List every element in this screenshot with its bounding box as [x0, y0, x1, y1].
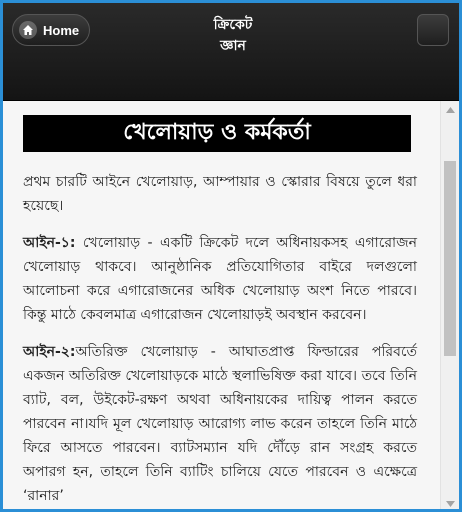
title-line-1: ক্রিকেট	[213, 17, 253, 33]
home-icon	[19, 21, 37, 39]
chevron-up-icon[interactable]	[441, 101, 460, 118]
chevron-down-icon[interactable]	[441, 495, 460, 512]
section-banner: খেলোয়াড় ও কর্মকর্তা	[23, 115, 411, 152]
law-2-paragraph	[23, 340, 417, 508]
article-text	[23, 170, 417, 512]
intro-paragraph: প্রথম চারটি আইনে খেলোয়াড়, আম্পায়ার ও স্কোরার বিষয়ে তুলে ধরা হয়েছে।	[23, 174, 417, 214]
law-1-text: খেলোয়াড় - একটি ক্রিকেট দলে অধিনায়কসহ এগারোজন খেলোয়াড় থাকবে। আনুষ্ঠানিক প্রতিযোগিতার বাইরে দলগুলো আলোচনা করে এগারোজনের অধিক খেলোয়াড় অংশ নিতে পারবে। কিন্তু মাঠে কেবলমাত্র এগারোজন খেলোয়াড়ই অবস্থান করবেন।	[23, 235, 417, 323]
law-2-text: অতিরিক্ত খেলোয়াড় - আঘাতপ্রাপ্ত ফিল্ডারের পরিবর্তে একজন অতিরিক্ত খেলোয়াড়কে মাঠে স্থলাভিষিক্ত করা যাবে। তবে তিনি ব্যাট, বল, উইকেট-রক্ষণ অথবা অধিনায়কের দায়িত্ব পালন করতে পারবেন না।যদি মূল খেলোয়াড় আরোগ্য লাভ করেন তাহলে তিনি মাঠে ফিরে আসতে পারবেন। ব্যাটসম্যান যদি দৌঁড়ে রান সংগ্রহ করতে অপারগ হন, তাহলে তিনি ব্যাটিং চালিয়ে যেতে পারবেন ও এক্ষেত্রে ‘রানার’	[23, 344, 417, 504]
law-1-heading: আইন-১:	[23, 235, 76, 251]
vertical-scrollbar[interactable]	[440, 101, 460, 512]
title-line-2: জ্ঞান	[220, 38, 246, 54]
law-1-paragraph	[23, 231, 417, 327]
header-right-button[interactable]	[417, 14, 449, 46]
page-title	[133, 15, 333, 57]
content-area	[3, 101, 440, 512]
home-button-label: Home	[43, 22, 80, 38]
law-2-heading: আইন-২:	[23, 344, 76, 360]
header-bar	[3, 3, 459, 101]
scrollbar-thumb[interactable]	[444, 161, 456, 356]
home-button[interactable]	[12, 14, 90, 46]
